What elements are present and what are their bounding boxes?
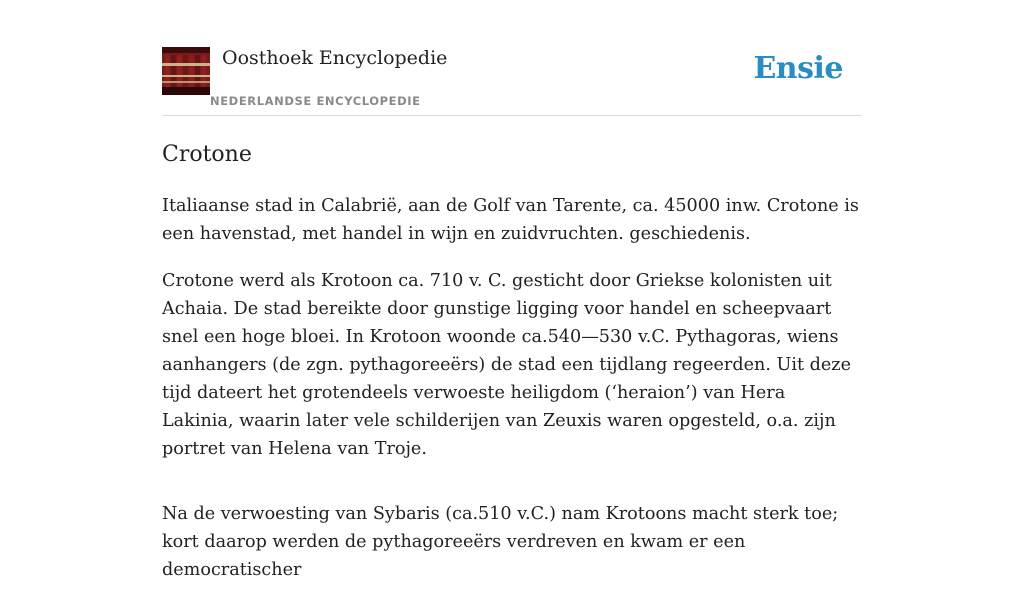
article-paragraph: Na de verwoesting van Sybaris (ca.510 v.C.) nam Krotoons macht sterk toe; kort daarop werden de pythagoreeërs verdreven en kwam er een democratischer <box>162 504 839 580</box>
encyclopedia-books-icon[interactable] <box>162 47 210 95</box>
article-paragraph: Crotone werd als Krotoon ca. 710 v. C. gesticht door Griekse kolonisten uit Achaia. De stad bereikte door gunstige ligging voor handel en scheepvaart snel een hoge bloei. In Krotoon woonde ca.540—530 v.C. Pythagoras, wiens aanhangers (de zgn. pythagoreeërs) de stad een tijdlang regeerden. Uit deze tijd dateert het grotendeels verwoeste heiligdom (‘heraion’) van Hera Lakinia, waarin later vele schilderijen van Zeuxis waren opgesteld, o.a. zijn portret van Helena van Troje. <box>162 271 851 459</box>
site-subtitle: NEDERLANDSE ENCYCLOPEDIE <box>210 94 421 108</box>
article-title: Crotone <box>162 142 252 167</box>
page <box>162 0 862 580</box>
article-paragraph: Italiaanse stad in Calabrië, aan de Golf van Tarente, ca. 45000 inw. Crotone is een havenstad, met handel in wijn en zuidvruchten. geschiedenis. <box>162 196 859 244</box>
brand-logo[interactable]: Ensie <box>753 51 843 86</box>
site-header <box>162 0 862 116</box>
article-body <box>162 192 862 603</box>
site-title[interactable]: Oosthoek Encyclopedie <box>222 47 448 69</box>
